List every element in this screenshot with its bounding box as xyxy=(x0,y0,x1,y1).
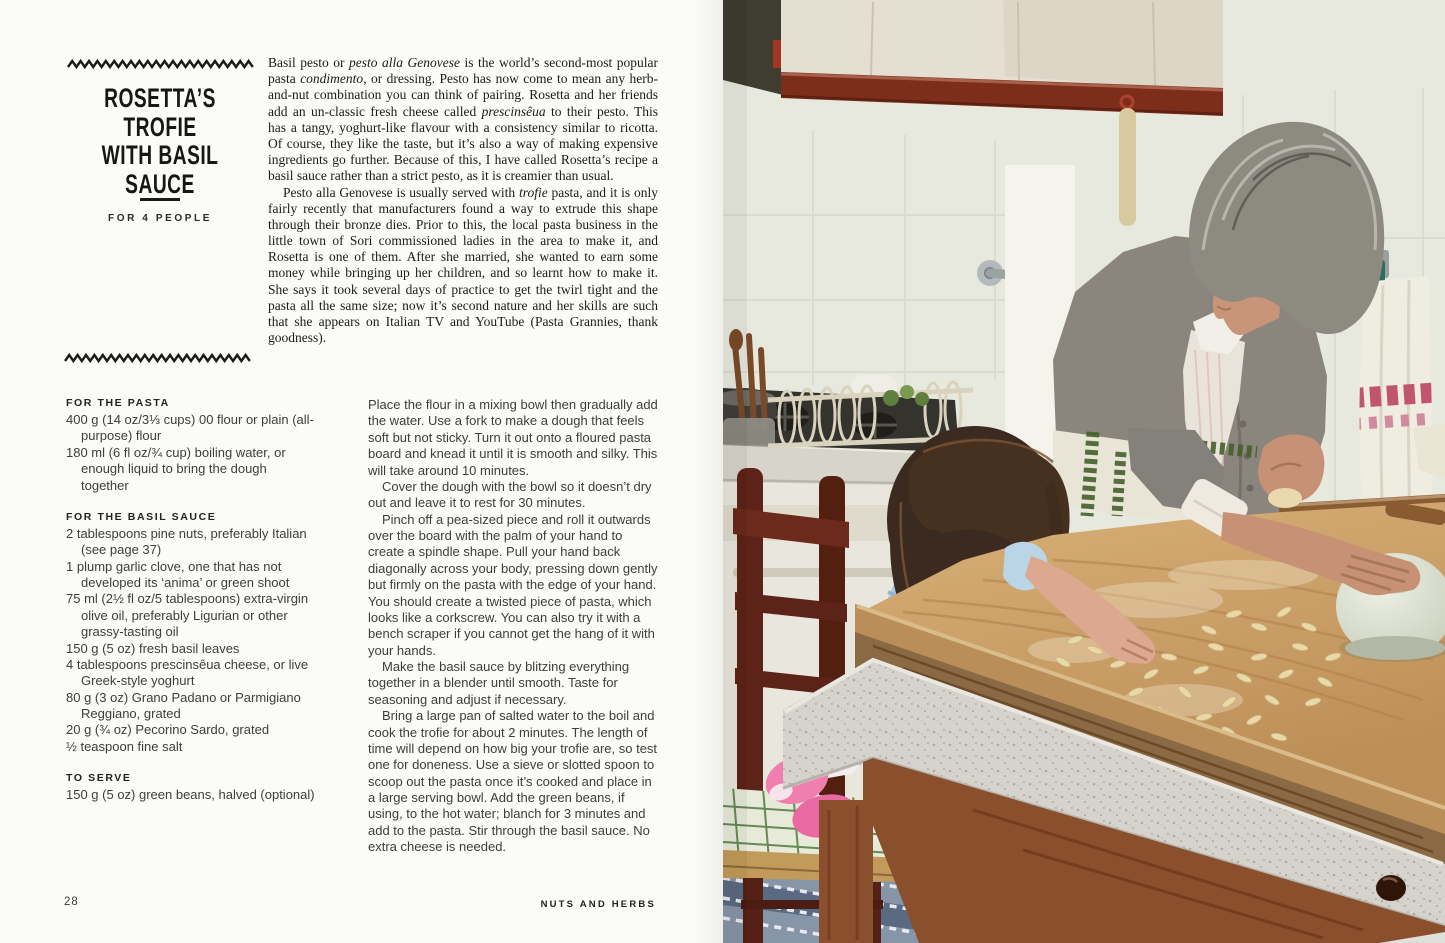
method-paragraph: Cover the dough with the bowl so it doesn’t dry out and leave it to rest for 30 minutes. xyxy=(368,478,652,511)
ingredient-item: 1 plump garlic clove, one that has not developed its ‘anima’ or green shoot xyxy=(66,558,290,590)
ingredient-item: 150 g (5 oz) green beans, halved (optional) xyxy=(66,787,315,803)
hanging-utensil xyxy=(1119,96,1136,226)
ingredient-item: ½ teaspoon fine salt xyxy=(66,738,183,754)
title-block xyxy=(63,58,257,224)
ingredient-item: 75 ml (2½ fl oz/5 tablespoons) extra-virgin olive oil, preferably Ligurian or other grassy-tasting oil xyxy=(66,591,309,640)
ingredient-item: 4 tablespoons prescinsêua cheese, or live Greek-style yoghurt xyxy=(66,656,309,689)
ingredient-item: 20 g (¾ oz) Pecorino Sardo, grated xyxy=(66,722,270,738)
method-paragraph: Pinch off a pea-sized piece and roll it outwards over the board with the palm of your hand to create a spindle shape. Pull your hand back diagonally across your body, pressing down gently but firmly on the pasta with the edge of your hand. You should create a twisted piece of pasta, which looks like a corkscrew. You can also try it with a bench scraper if you cannot get the hang of it with your hands. xyxy=(368,511,658,658)
table-leg xyxy=(819,800,873,943)
upper-cabinets xyxy=(781,0,1223,116)
zigzag-ornament-top xyxy=(66,58,254,70)
intro-paragraph: Pesto alla Genovese is usually served with trofie pasta, and it is only fairly recently that manufacturers found a way to extrude this shape through their bronze dies. Prior to this, the local pasta business in the little town of Sori commissioned ladies in the area to make it, and Rosetta is one of them. After she married, she wanted to earn some money while bringing up her children, and so learnt how to make it. She says it took several days of practice to get the twirl tight and the pasta all the same size; now it’s second nature and her skills are such that she appears on Italian TV and YouTube (Pasta Grannies, thank goodness). xyxy=(268,184,658,346)
recipe-title xyxy=(67,86,253,200)
ingredient-item: 400 g (14 oz/3⅓ cups) 00 flour or plain (all-purpose) flour xyxy=(66,412,314,444)
recipe-introduction xyxy=(268,55,658,346)
page-number: 28 xyxy=(64,896,79,908)
ingredient-item: 80 g (3 oz) Grano Padano or Parmigiano Reggiano, grated xyxy=(66,689,301,721)
serving-note: FOR 4 PEOPLE xyxy=(108,213,212,225)
photo-pasta-making xyxy=(723,0,1445,943)
method-text xyxy=(368,397,660,856)
method-paragraph: Bring a large pan of salted water to the boil and cook the trofie for about 2 minutes. The length of time will depend on how big your trofie are, so test one for doneness. Use a sieve or slotted spoon to scoop out the pasta once it’s cooked and place in a large serving bowl. Add the green beans, if using, to the hot water; blanch for 3 minutes and add to the pasta. Stir through the basil sauce. No extra cheese is needed. xyxy=(368,708,658,855)
ingredient-item: 2 tablespoons pine nuts, preferably Italian (see page 37) xyxy=(66,525,307,558)
recipe-title-line2: WITH BASIL SAUCE xyxy=(101,141,219,200)
ingredient-section xyxy=(66,397,318,494)
intro-paragraph: Basil pesto or pesto alla Genovese is the world’s second-most popular pasta condimento, or dressing. Pesto has now come to mean any herb-and-nut combination you can think of pairing. Rosetta and her friends add an un-classic fresh cheese called prescinsêua to their pesto. This has a tangy, yoghurt-like flavour with a consistency similar to ricotta. Of course, they like the taste, but it’s also a way of making expensive ingredients go further. Because of this, I have called Rosetta’s recipe a basil sauce rather than a strict pesto, as it is creamier than usual. xyxy=(268,55,658,184)
ingredient-item: 150 g (5 oz) fresh basil leaves xyxy=(66,640,240,656)
ingredients-list xyxy=(66,397,318,821)
ingredient-section-heading: FOR THE BASIL SAUCE xyxy=(66,510,217,523)
ingredient-section xyxy=(66,511,318,755)
ingredient-item: 180 ml (6 fl oz/¾ cup) boiling water, or enough liquid to bring the dough together xyxy=(66,444,286,493)
ingredient-section-heading: FOR THE PASTA xyxy=(66,397,170,409)
ingredient-section xyxy=(66,772,318,803)
chapter-title: NUTS AND HERBS xyxy=(540,899,656,910)
method-paragraph: Place the flour in a mixing bowl then gradually add the water. Use a fork to make a dough that feels soft but not sticky. Turn it out onto a floured pasta board and knead it until it is smooth and silky. This will take around 10 minutes. xyxy=(368,397,658,478)
recipe-title-line1: ROSETTA’S TROFIE xyxy=(104,84,216,143)
method-paragraph: Make the basil sauce by blitzing everything together in a blender until smooth. Taste for seasoning and adjust if necessary. xyxy=(368,659,630,707)
page-gutter-shadow xyxy=(693,0,723,943)
ingredient-section-heading: TO SERVE xyxy=(66,772,132,785)
zigzag-ornament-bottom xyxy=(63,352,251,364)
